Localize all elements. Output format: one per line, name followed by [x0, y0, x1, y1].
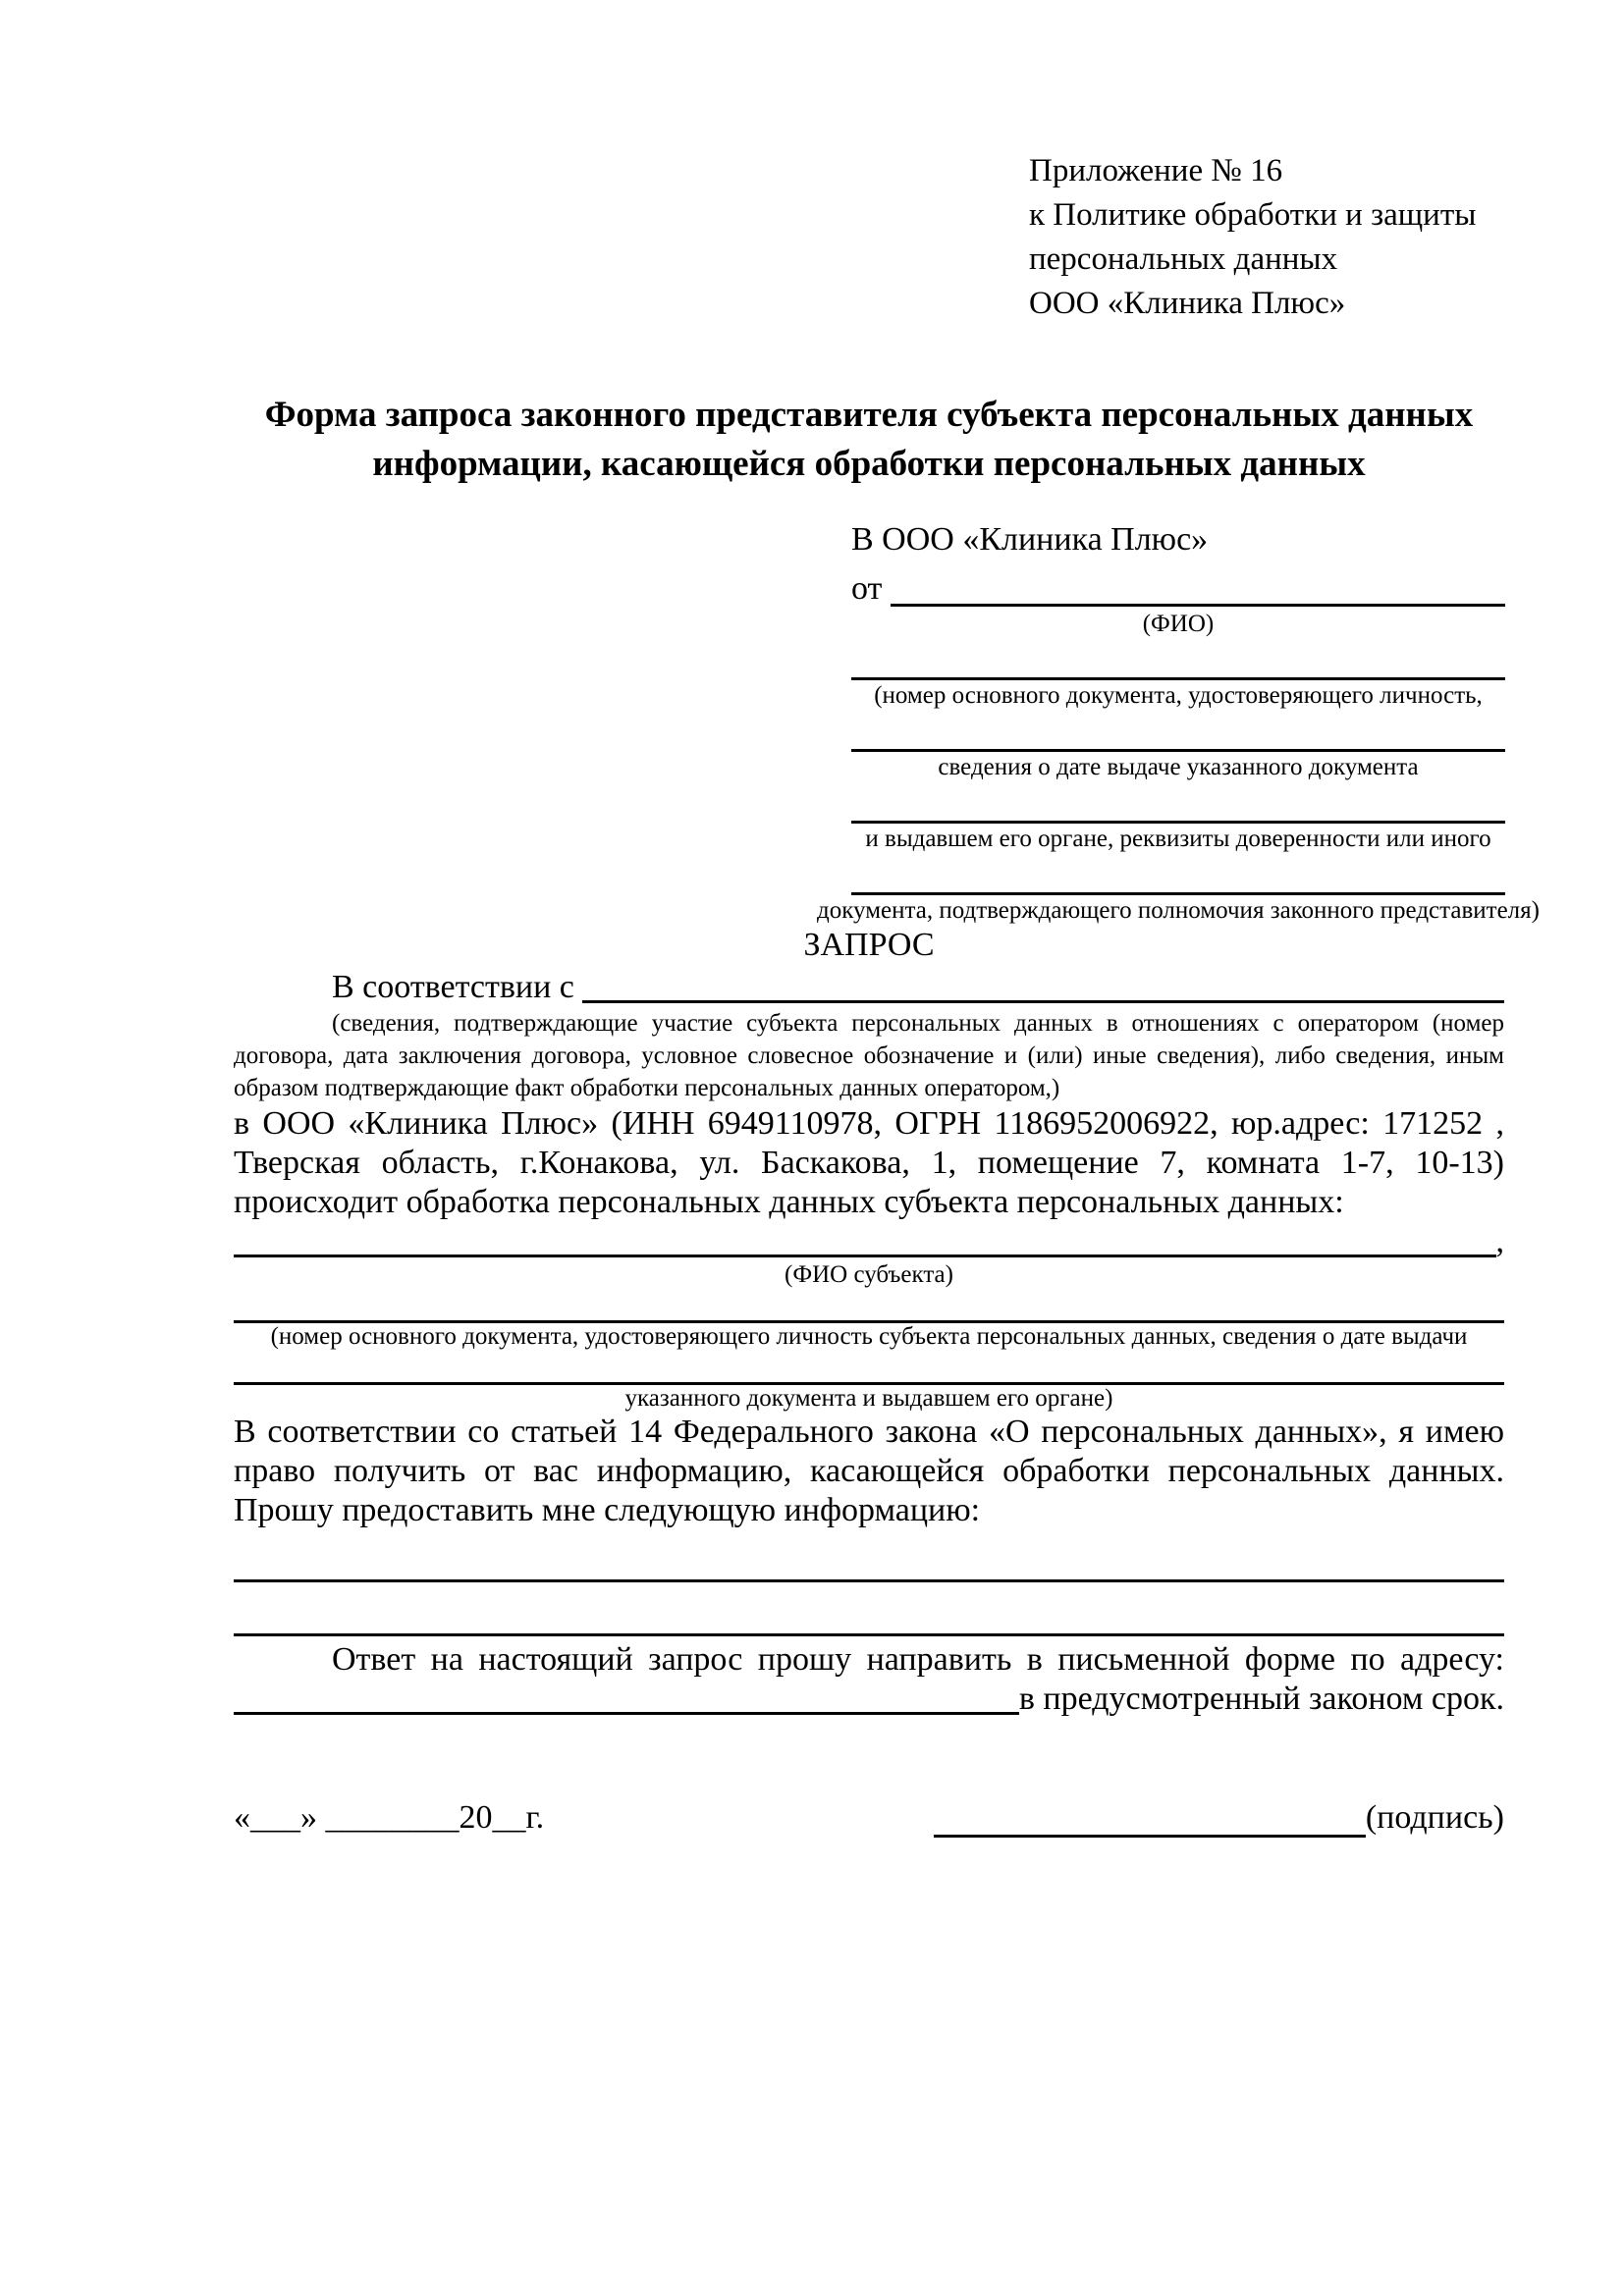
page-title: Форма запроса законного представителя субъекта персональных данных информации, касающейся обработки персональных данных: [264, 395, 1474, 484]
document-number-blank-line: [851, 638, 1505, 680]
subject-document-blank-line: [234, 1289, 1504, 1323]
from-label: от: [851, 570, 891, 607]
requested-info-blank-line-1: [234, 1542, 1504, 1582]
issue-date-blank-line: [851, 710, 1505, 752]
operator-paragraph: в ООО «Клиника Плюс» (ИНН 6949110978, ОГРН 1186952006922, юр.адрес: 171252 , Тверская область, г.Конакова, ул. Баскакова, 1, помещение 7, комната 1-7, 10-13) происходит обработка персональных данных субъекта персональных данных:: [234, 1105, 1504, 1220]
subject-fio-comma: ,: [1495, 1223, 1504, 1259]
issuing-authority-blank-line: [851, 781, 1505, 824]
header-note-line: персональных данных: [1029, 241, 1338, 277]
caption-issuing-authority: и выдавшем его органе, реквизиты доверенности или иного: [865, 826, 1491, 852]
header-note-line: ООО «Клиника Плюс»: [1029, 286, 1346, 321]
addressee-to: В ООО «Клиника Плюс»: [851, 521, 1209, 558]
caption-document-number: (номер основного документа, удостоверяющего личность,: [874, 682, 1483, 709]
caption-fio: (ФИО): [1142, 611, 1215, 637]
caption-subject-document-authority: указанного документа и выдавшем его органе): [624, 1385, 1113, 1412]
law-paragraph: В соответствии со статьей 14 Федерального закона «О персональных данных», я имею право получить от вас информацию, касающейся обработки персональных данных. Прошу предоставить мне следующую информацию:: [234, 1414, 1504, 1528]
reply-suffix: в предусмотренный законом срок.: [1018, 1681, 1504, 1717]
caption-representative-authority: документа, подтверждающего полномочия законного представителя): [817, 897, 1540, 924]
basis-footnote: (сведения, подтверждающие участие субъекта персональных данных в отношениях с оператором (номер договора, дата заключения договора, условное словесное обозначение и (или) иные сведения), либо сведения, иным образом подтверждающие факт обработки персональных данных оператором,): [234, 1010, 1504, 1101]
request-heading: ЗАПРОС: [803, 927, 935, 963]
date-line: «___» ________20__г.: [234, 1799, 545, 1836]
basis-line: [234, 968, 1504, 1007]
addressee-from-line: [851, 567, 1505, 611]
caption-subject-document: (номер основного документа, удостоверяющего личность субъекта персональных данных, сведения о дате выдачи: [270, 1323, 1468, 1350]
caption-subject-fio: (ФИО субъекта): [785, 1261, 953, 1288]
signature-caption: (подпись): [1365, 1799, 1504, 1836]
addressee-block: [817, 518, 1540, 925]
footer: [234, 1798, 1504, 1838]
signature-blank-line: [934, 1799, 1366, 1838]
representative-authority-blank-line: [851, 853, 1505, 895]
request-section: [234, 927, 1504, 1719]
reply-address-line: [234, 1680, 1504, 1719]
reply-address-blank-line: [234, 1680, 1019, 1715]
basis-blank-line: [582, 968, 1504, 1003]
reply-sentence: Ответ на настоящий запрос прошу направить в письменной форме по адресу:: [332, 1641, 1504, 1678]
caption-issue-date: сведения о дате выдаче указанного документа: [938, 754, 1419, 780]
header-note: [1029, 149, 1476, 326]
header-note-line: к Политике обработки и защиты: [1029, 197, 1477, 233]
subject-document-authority-blank-line: [234, 1351, 1504, 1385]
basis-label: В соответствии с: [332, 969, 583, 1005]
subject-fio-line: [234, 1222, 1504, 1261]
fio-blank-line: [891, 567, 1505, 607]
subject-fio-blank-line: [234, 1222, 1496, 1257]
signature-group: [934, 1798, 1504, 1838]
header-note-line: Приложение № 16: [1029, 153, 1283, 188]
requested-info-blank-line-2: [234, 1582, 1504, 1636]
